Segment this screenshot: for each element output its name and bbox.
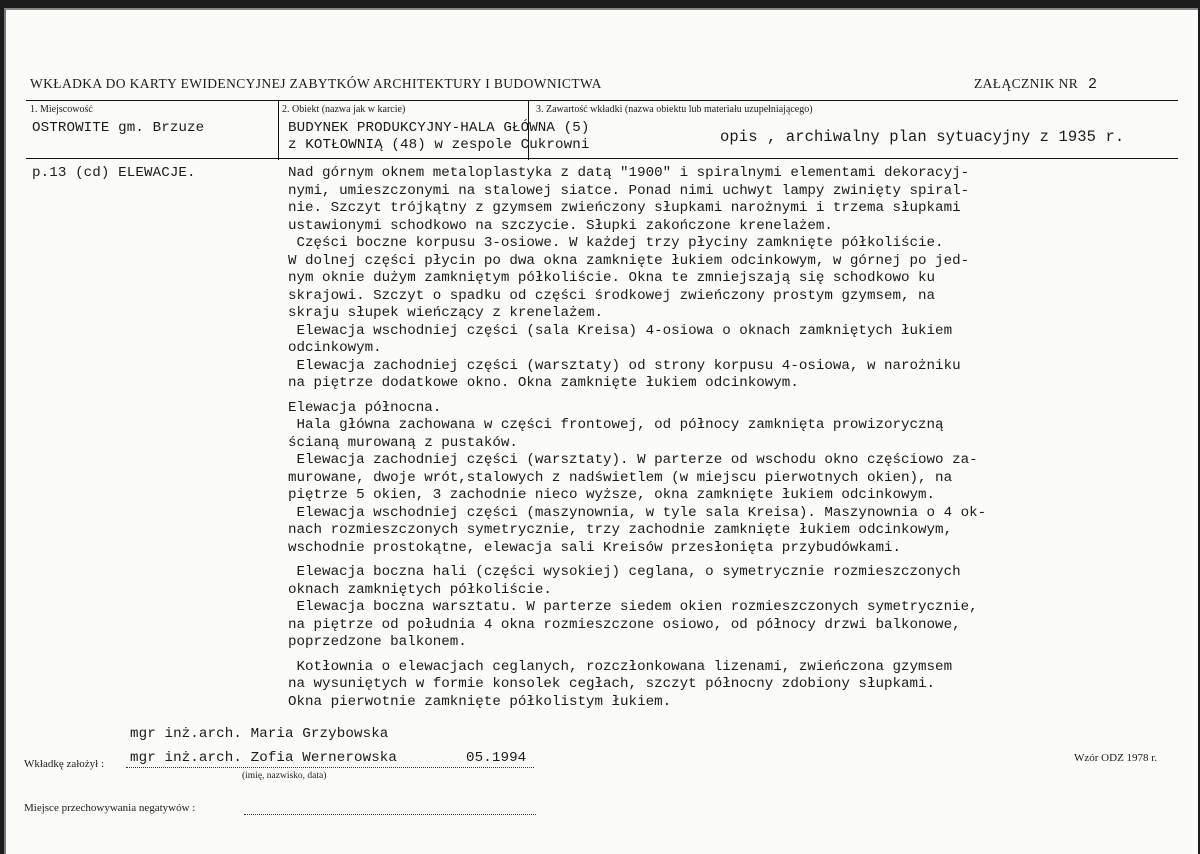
body-line: ustawionymi schodkowo na szczycie. Słupki zakończone krenelażem. xyxy=(288,217,833,234)
form-title: WKŁADKA DO KARTY EWIDENCYJNEJ ZABYTKÓW ARCHITEKTURY I BUDOWNICTWA xyxy=(30,76,602,91)
body-line: Elewacja północna. xyxy=(288,399,442,416)
negatyw-label: Miejsce przechowywania negatywów : xyxy=(24,802,196,814)
body-line: skrajowi. Szczyt o spadku od części środkowej zwieńczony prostym gzymsem, na xyxy=(288,287,936,304)
obiekt-line-1: BUDYNEK PRODUKCYJNY-HALA GŁÓWNA (5) xyxy=(288,120,590,136)
body-line: murowane, dwoje wrót,stalowych z nadświetlem (w miejscu pierwotnych okien), na xyxy=(288,469,953,486)
body-line: Kotłownia o elewacjach ceglanych, rozczłonkowana lizenami, zwieńczona gzymsem xyxy=(288,658,953,675)
body-line: wschodnie prostokątne, elewacja sali Kreisów przesłonięta przybudówkami. xyxy=(288,539,901,556)
body-line: skraju słupek wieńczący z krenelażem. xyxy=(288,305,604,321)
body-line: na piętrze dodatkowe okno. Okna zamknięte łukiem odcinkowym. xyxy=(288,375,799,391)
body-line: Okna pierwotnie zamknięte półkolistym łukiem. xyxy=(288,693,672,710)
wzor-label: Wzór ODZ 1978 r. xyxy=(1074,752,1158,764)
body-line: nie. Szczyt trójkątny z gzymsem zwieńczony słupkami narożnymi i trzema słupkami xyxy=(288,200,961,216)
body-line: piętrze 5 okien, 3 zachodnie nieco wyższe, okna zamknięte łukiem odcinkowym. xyxy=(288,487,936,503)
header-rule-top xyxy=(26,100,1178,101)
body-line: Elewacja wschodniej części (maszynownia, w tyle sala Kreisa). Maszynownia o 4 ok- xyxy=(288,504,987,521)
body-line: oknach zamkniętych półkoliście. xyxy=(288,581,552,598)
author-1: mgr inż.arch. Maria Grzybowska xyxy=(130,726,389,742)
zawartosc-label: 3. Zawartość wkładki (nazwa obiektu lub materiału uzupełniającego) xyxy=(536,104,813,115)
paragraph-gap xyxy=(288,652,986,659)
zalacznik-label xyxy=(974,76,1097,93)
description-body xyxy=(288,165,986,711)
paragraph-gap xyxy=(288,393,986,400)
body-line: na wysuniętych w formie konsolek cegłach, szczyt północny zdobiony słupkami. xyxy=(288,676,936,692)
body-line: Elewacja wschodniej części (sala Kreisa) 4-osiowa o oknach zamkniętych łukiem xyxy=(288,322,953,339)
header-rule-bottom xyxy=(26,158,1178,159)
obiekt-line-2: z KOTŁOWNIĄ (48) w zespole Cukrowni xyxy=(288,137,590,153)
body-line: Elewacja boczna hali (części wysokiej) ceglana, o symetrycznie rozmieszczonych xyxy=(288,564,961,580)
author-2: mgr inż.arch. Zofia Wernerowska xyxy=(130,750,398,766)
body-line: Części boczne korpusu 3-osiowe. W każdej trzy płyciny zamknięte półkoliście. xyxy=(288,235,944,251)
body-line: Elewacja boczna warsztatu. W parterze siedem okien rozmieszczonych symetrycznie, xyxy=(288,599,978,615)
zalozyl-label: Wkładkę założył : xyxy=(24,758,105,770)
section-reference: p.13 (cd) ELEWACJE. xyxy=(32,165,196,181)
body-line: Nad górnym oknem metaloplastyka z datą "1900" i spiralnymi elementami dekoracyj- xyxy=(288,165,970,181)
zawartosc-value: opis , archiwalny plan sytuacyjny z 1935 r. xyxy=(720,128,1125,146)
body-line: Hala główna zachowana w części frontowej, od północy zamknięta prowizoryczną xyxy=(288,417,944,433)
paragraph-gap xyxy=(288,557,986,564)
body-line: na piętrze od południa 4 okna rozmieszczone osiowo, od północy drzwi balkonowe, xyxy=(288,616,961,633)
body-line: ścianą murowaną z pustaków. xyxy=(288,434,518,451)
date-value: 05.1994 xyxy=(466,750,527,766)
body-line: W dolnej części płycin po dwa okna zamknięte łukiem odcinkowym, w górnej po jed- xyxy=(288,252,970,269)
body-line: Elewacja zachodniej części (warsztaty) od strony korpusu 4-osiowa, w narożniku xyxy=(288,357,961,374)
body-line: nach rozmieszczonych symetrycznie, trzy zachodnie zamknięte łukiem odcinkowym, xyxy=(288,522,953,538)
miejscowosc-value: OSTROWITE gm. Brzuze xyxy=(32,120,205,136)
body-line: nym oknie dużym zamkniętym półkoliście. Okna te zmniejszają się schodkowo ku xyxy=(288,270,936,286)
imie-hint: (imię, nazwisko, data) xyxy=(242,771,327,781)
obiekt-label: 2. Obiekt (nazwa jak w karcie) xyxy=(282,104,406,115)
zalacznik-number: 2 xyxy=(1087,76,1098,93)
miejscowosc-label: 1. Miejscowość xyxy=(30,104,93,115)
body-line: poprzedzone balkonem. xyxy=(288,634,467,650)
column-divider-1 xyxy=(278,100,279,160)
negatyw-line xyxy=(244,814,536,815)
body-line: nymi, umieszczonymi na stalowej siatce. Ponad nimi uchwyt lampy zwinięty spiral- xyxy=(288,182,970,199)
zalacznik-text: ZAŁĄCZNIK NR xyxy=(974,76,1079,91)
body-line: odcinkowym. xyxy=(288,340,382,356)
body-line: Elewacja zachodniej części (warsztaty). W parterze od wschodu okno częściowo za- xyxy=(288,452,978,468)
signature-line xyxy=(126,767,534,768)
document-sheet xyxy=(4,8,1198,854)
